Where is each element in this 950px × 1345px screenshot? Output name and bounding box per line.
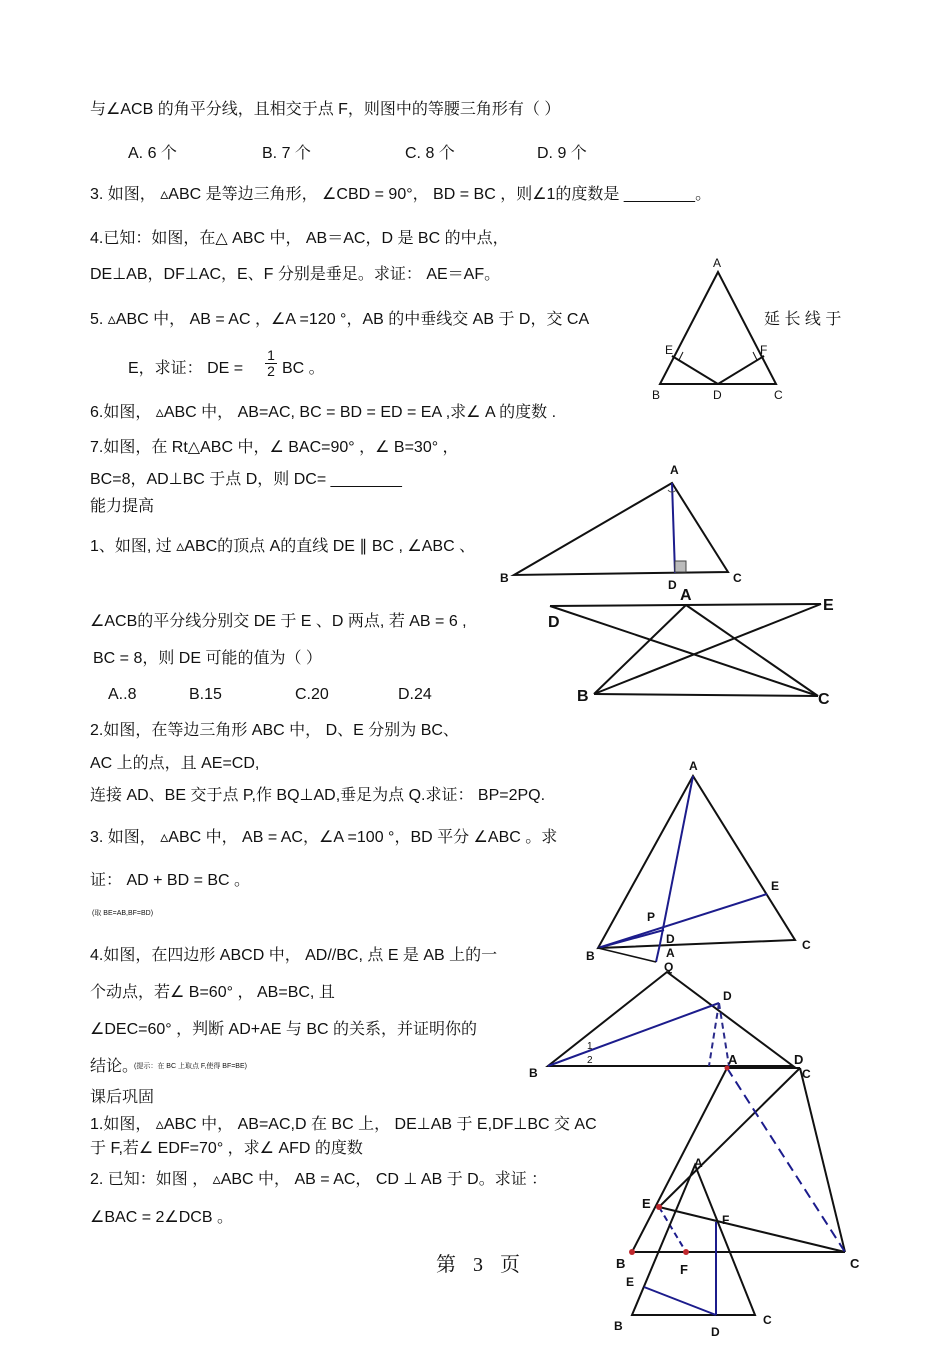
problem-1-line-1: 1、如图, 过 ▵ABC的顶点 A的直线 DE ∥ BC , ∠ABC 、: [90, 538, 476, 555]
p3-label-d: D: [723, 989, 732, 1003]
p2-label-d: D: [666, 932, 675, 946]
figure-p1-parallel-lines: [548, 587, 834, 708]
homework-1-line-1: 1.如图， ▵ABC 中， AB=AC,D 在 BC 上， DE⊥AB 于 E,DF⊥BC 交 AC: [90, 1116, 597, 1133]
p2-label-c: C: [802, 938, 811, 952]
problem-1-option-a: A..8: [108, 686, 137, 703]
problem-1-option-c: C.20: [295, 686, 329, 703]
p4-ec: [659, 1207, 845, 1252]
figure-h1-triangle: [626, 1156, 755, 1315]
figure-h2-labels: [614, 1313, 772, 1339]
p4-label-f: F: [680, 1262, 688, 1277]
p1-label-a: A: [680, 587, 692, 604]
p2-triangle: [598, 776, 795, 948]
h1-label-a: A: [694, 1156, 703, 1170]
question-5-line-1-tail: 延 长 线 于: [764, 311, 842, 328]
option-d: D. 9 个: [537, 145, 587, 162]
q4-label-d: D: [713, 388, 722, 402]
q7-right-angle-d: [675, 561, 686, 572]
question-6: 6.如图， ▵ABC 中， AB=AC, BC = BD = ED = EA ,求∠ A 的度数 .: [90, 404, 557, 421]
q4-label-b: B: [652, 388, 661, 402]
homework-2-line-1: 2. 已知：如图 ， ▵ABC 中， AB = AC， CD ⊥ AB 于 D。求证 ：: [90, 1171, 548, 1188]
figure-p2-equilateral-triangle: [586, 759, 811, 974]
p2-label-e: E: [771, 879, 780, 893]
h1-triangle: [632, 1165, 755, 1315]
problem-3-line-2: 证： AD + BD = BC 。: [90, 872, 251, 889]
option-a: A. 6 个: [128, 145, 177, 162]
section-ability-improvement: 能力提高: [90, 498, 155, 515]
question-3: 3. 如图， ▵ABC 是等边三角形， ∠CBD = 90°， BD = BC ，则∠1的度数是 ________。: [90, 186, 712, 203]
figure-q7-right-triangle: [500, 463, 742, 592]
question-5-line-2: E，求证： DE =: [128, 360, 244, 377]
p4-label-d: D: [794, 1052, 804, 1067]
p4-label-b: B: [616, 1256, 626, 1271]
p3-label-c: C: [802, 1067, 811, 1081]
h1-label-e: E: [626, 1275, 635, 1289]
p4-label-c: C: [850, 1256, 860, 1271]
q4-label-f: F: [760, 343, 768, 357]
problem-1-option-d: D.24: [398, 686, 432, 703]
p2-ad-extension: [656, 944, 660, 962]
fraction-numerator: 1: [267, 347, 275, 363]
question-4-line-2: DE⊥AB，DF⊥AC，E、F 分别是垂足。求证： AE＝AF。: [90, 266, 501, 283]
q4-triangle: [660, 272, 776, 384]
p4-point-e: [656, 1204, 662, 1210]
q4-label-e: E: [665, 343, 674, 357]
p2-label-b: B: [586, 949, 595, 963]
p3-dashed-de: [709, 1003, 719, 1066]
q4-label-a: A: [713, 256, 722, 270]
question-5-line-2-end: BC 。: [282, 360, 325, 377]
problem-3-hint: (取 BE=AB,BF=BD): [92, 910, 154, 917]
q7-label-d: D: [668, 578, 677, 592]
p1-label-c: C: [818, 691, 830, 708]
option-c: C. 8 个: [405, 145, 455, 162]
problem-1-option-b: B.15: [189, 686, 222, 703]
p2-b-foot: [598, 948, 656, 962]
q4-label-c: C: [774, 388, 783, 402]
p3-bisector-bd: [548, 1003, 719, 1066]
question-4-line-1: 4.已知：如图，在△ ABC 中， AB＝AC，D 是 BC 的中点，: [90, 230, 509, 247]
p4-label-a: A: [728, 1052, 738, 1067]
homework-1-line-2: 于 F,若∠ EDF=70° ，求∠ AFD 的度数: [90, 1140, 363, 1157]
problem-1-line-2: ∠ACB的平分线分别交 DE 于 E 、D 两点, 若 AB = 6 ,: [90, 613, 467, 630]
p4-ed: [659, 1068, 800, 1207]
q7-triangle: [514, 483, 728, 575]
p3-angle-2: 2: [587, 1055, 593, 1066]
p4-label-e: E: [642, 1196, 651, 1211]
option-b: B. 7 个: [262, 145, 311, 162]
problem-2-line-3: 连接 AD、BE 交于点 P,作 BQ⊥AD,垂足为点 Q.求证： BP=2PQ.: [90, 787, 546, 804]
fraction-denominator: 2: [267, 362, 275, 379]
p1-ab: [594, 605, 686, 694]
p1-label-e: E: [823, 597, 834, 614]
figure-q4-isosceles-triangle: [652, 256, 783, 402]
q7-altitude-ad: [672, 483, 675, 573]
p1-line-bc: [594, 694, 818, 696]
p1-label-d: D: [548, 614, 560, 631]
p4-point-f: [683, 1249, 689, 1255]
problem-2-line-1: 2.如图，在等边三角形 ABC 中， D、E 分别为 BC、: [90, 722, 459, 739]
problem-1-line-3: BC = 8，则 DE 可能的值为（ ）: [93, 650, 322, 667]
p2-label-q: Q: [664, 960, 674, 974]
homework-2-line-2: ∠BAC = 2∠DCB 。: [90, 1209, 233, 1226]
problem-3-line-1: 3. 如图， ▵ABC 中， AB = AC，∠A =100 °，BD 平分 ∠ABC 。求: [90, 829, 558, 846]
q7-label-b: B: [500, 571, 509, 585]
h1-label-f: F: [722, 1213, 730, 1227]
section-after-class-review: 课后巩固: [90, 1089, 155, 1106]
problem-4-line-4: 结论。: [90, 1058, 139, 1075]
p4-dc: [800, 1068, 845, 1252]
p2-label-a: A: [689, 759, 698, 773]
q7-label-c: C: [733, 571, 742, 585]
problem-4-line-1: 4.如图，在四边形 ABCD 中， AD//BC, 点 E 是 AB 上的一: [90, 947, 498, 964]
question-7-line-1: 7.如图，在 Rt△ABC 中，∠ BAC=90° ，∠ B=30° ，: [90, 439, 459, 456]
h2-label-c: C: [763, 1313, 772, 1327]
problem-4-line-3: ∠DEC=60° ，判断 AD+AE 与 BC 的关系，并证明你的: [90, 1021, 478, 1038]
question-5-line-1: 5. ▵ABC 中， AB = AC ，∠A =120 °，AB 的中垂线交 AB 于 D，交 CA: [90, 311, 590, 328]
h1-de: [644, 1287, 716, 1315]
p4-ab: [632, 1068, 730, 1252]
p3-label-a: A: [666, 946, 675, 960]
problem-4-hint: (提示：在 BC 上取点 F,使得 BF=BE): [134, 1063, 247, 1070]
p4-dashed-ef: [659, 1207, 686, 1252]
p4-point-b: [629, 1249, 635, 1255]
h2-label-b: B: [614, 1319, 623, 1333]
h2-label-d: D: [711, 1325, 720, 1339]
p2-label-p: P: [647, 910, 656, 924]
page-number: 第 3 页: [436, 1254, 526, 1276]
problem-2-line-2: AC 上的点，且 AE=CD,: [90, 755, 260, 772]
question-7-line-2: BC=8，AD⊥BC 于点 D，则 DC= ________: [90, 471, 402, 488]
p1-be: [594, 604, 821, 694]
p1-label-b: B: [577, 688, 589, 705]
p4-dashed-ac: [727, 1068, 845, 1252]
p1-cd: [550, 606, 818, 696]
q7-label-a: A: [670, 463, 679, 477]
p3-label-b: B: [529, 1066, 538, 1080]
problem-4-line-2: 个动点，若∠ B=60° ， AB=BC, 且: [90, 984, 335, 1001]
line-isosceles-question: 与∠ACB 的角平分线，且相交于点 F，则图中的等腰三角形有（ ）: [90, 101, 561, 118]
figure-p4-quadrilateral: [616, 1052, 860, 1277]
p3-angle-1: 1: [587, 1041, 593, 1052]
